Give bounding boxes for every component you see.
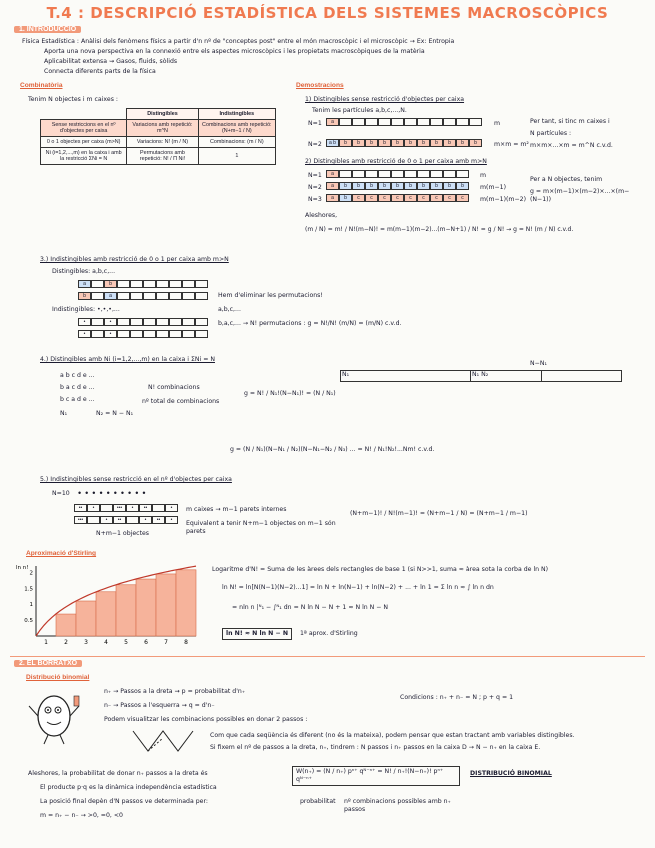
demo-1-sub: Tenim les partícules a,b,c,...,N. <box>312 107 407 114</box>
intro-lead: Física Estadística : Anàlisi dels fenòmens físics a partir d'n nº de "conceptes post" entre el món macroscòpic i el microscòpic → Ex: Entropia <box>22 38 455 45</box>
binomial-under: nº combinacions possibles amb n₊ passos <box>344 798 451 813</box>
cell-value: Combinacions amb repetició: (N+m−1 / N) <box>198 120 275 137</box>
demo-2-right: g = m×(m−1)×(m−2)×...×(m−(N−1)) <box>530 188 630 203</box>
cell-value: Variacions: N! (m / N) <box>127 137 198 148</box>
section-divider <box>10 656 645 657</box>
s3-note: Hem d'eliminar les permutacions! <box>218 292 323 299</box>
x-tick-label: 8 <box>184 639 188 646</box>
y-axis-label: ln n! <box>16 565 29 571</box>
binomial-heading: Distribució binomial <box>26 674 90 681</box>
chart-bar <box>116 585 136 636</box>
stirling-text: ln N! = ln[N(N−1)(N−2)...1] = ln N + ln(N−1) + ln(N−2) + ... + ln 1 = Σ ln n ≈ ∫ ln n dn <box>222 584 494 591</box>
stirling-chart <box>14 560 204 646</box>
s5-eq: (N+m−1)! / N!(m−1)! = (N+m−1 / N) = (N+m−1 / m−1) <box>350 510 528 517</box>
step-tree-diagram <box>128 726 198 756</box>
intro-bullet: Connecta diferents parts de la física <box>44 68 156 75</box>
s4-line: b a c d e ... <box>60 384 95 391</box>
y-tick-label: 0.5 <box>24 618 33 625</box>
intro-bullet: Aplicabilitat extensa ⇝ Gasos, fluids, sòlids <box>44 58 178 65</box>
row-label: 0 o 1 objectes per caixa (m>N) <box>41 137 127 148</box>
binomial-conditions: Condicions : n₊ + n₋ = N ; p + q = 1 <box>400 694 514 701</box>
x-tick-label: 1 <box>44 639 48 646</box>
s3-heading: 3.) Indistingibles amb restricció de 0 o 1 per caixa amb m>N <box>40 256 229 263</box>
stirling-text: Logaritme d'N! = Suma de les àrees dels rectangles de base 1 (si N>>1, suma ≈ àrea sota la corba de ln N) <box>212 566 549 573</box>
demo-1-m: m <box>494 120 501 127</box>
demo-1-row-label: N=1 <box>308 120 322 127</box>
binomial-line: Com que cada seqüència és diferent (no és la mateixa), podem pensar que estan tractant amb variables distingibles. <box>210 732 575 739</box>
chart-bar <box>76 601 96 636</box>
stirling-text: = nln n |ᴺ₁ − ∫ᴺ₁ dn = N ln N − N + 1 ≈ N ln N − N <box>232 604 389 611</box>
cell-value: 1 <box>198 148 275 165</box>
section-heading-borratxo: 2. EL BORRATXO <box>14 660 82 667</box>
binomial-line: n₋ → Passos a l'esquerra ⇝ q = d'n₋ <box>104 702 215 709</box>
section-heading-introduccio: 1. INTRODUCCIÓ <box>14 26 81 33</box>
s3-indist-label: Indistingibles: •,•,•,... <box>52 306 120 313</box>
s4-line: b c a d e ... <box>60 396 95 403</box>
s4-box-label: N₁ <box>342 371 350 378</box>
col-distingibles: Distingibles <box>127 109 198 120</box>
binomial-line: Podem visualitzar les combinacions possibles en donar 2 passos : <box>104 716 308 723</box>
demo-1-boxes: a b b b b b b b b b b b b <box>326 139 482 147</box>
demo-2-right: Per a N objectes, tenim <box>530 176 603 183</box>
col-indistingibles: Indistingibles <box>198 109 275 120</box>
binomial-under: probabilitat <box>300 798 336 805</box>
s5-note: m caixes → m−1 parets internes <box>186 506 287 513</box>
x-tick-label: 3 <box>84 639 88 646</box>
table-row <box>41 148 276 165</box>
chart-bar <box>96 592 116 636</box>
s4-note: nº total de combinacions <box>142 398 220 405</box>
s5-heading: 5.) Indistingibles sense restricció en el nº d'objectes per caixa <box>40 476 232 483</box>
s4-note: N! combinacions <box>148 384 200 391</box>
s4-foot: N₂ = N − N₁ <box>96 410 134 417</box>
binomial-distribution-name: DISTRIBUCIÓ BINOMIAL <box>470 770 552 777</box>
binomial-alehores: Aleshores, la probabilitat de donar n₊ passos a la dreta és <box>28 770 208 777</box>
s5-boxes: ••• • •• • •• • <box>74 516 178 524</box>
s4-eq-a: g = N! / N₁!(N−N₁)! = (N / N₁) <box>244 390 336 397</box>
x-tick-label: 4 <box>104 639 108 646</box>
combinatoria-heading: Combinatòria <box>20 82 63 89</box>
s4-box-label: N₁ N₂ <box>472 371 489 378</box>
demo-1-right: N partícules : <box>530 130 572 137</box>
cell-value: Variacions amb repetició: m^N <box>127 120 198 137</box>
intro-bullet: Aporta una nova perspectiva en la connexió entre els aspectes microscòpics i les propietats macroscòpiques de la matèria <box>44 48 425 55</box>
drunk-figure-icon <box>26 686 82 746</box>
binomial-bullet: m = n₊ − n₋ → >0, =0, <0 <box>40 812 123 819</box>
combinatoria-table <box>40 108 276 165</box>
x-tick-label: 5 <box>124 639 128 646</box>
s4-box-strip <box>470 370 622 382</box>
demo-equation: (m / N) = m! / N!(m−N)! = m(m−1)(m−2)...(m−N+1) / N! = g / N! → g = N! (m / N) c.v.d. <box>305 226 574 233</box>
s5-dots: •••••••••• <box>78 488 150 498</box>
demo-1-right: Per tant, si tinc m caixes i <box>530 118 610 125</box>
table-row <box>41 120 276 137</box>
demo-2-m: m(m−1)(m−2) <box>480 196 526 203</box>
x-tick-label: 7 <box>164 639 168 646</box>
demo-2-boxes: a b c c c c c c c c c <box>326 194 469 202</box>
row-label: Ni (i=1,2,...,m) en la caixa i amb la restricció ΣNi = N <box>41 148 127 165</box>
s5-boxes: •• • ••• • •• • <box>74 504 178 512</box>
s5-note: Equivalent a tenir N+m−1 objectes on m−1 són parets <box>186 520 336 535</box>
stirling-heading: Aproximació d'Stirling <box>26 550 97 557</box>
demostracions-heading: Demostracions <box>296 82 344 89</box>
chart-bar <box>56 614 76 636</box>
binomial-bullet: El producte p·q es la dinàmica independència estadística <box>40 784 217 791</box>
s3-dist-label: Distingibles: a,b,c,... <box>52 268 116 275</box>
cell-value: Permutacions amb repetició: N! / Π Ni! <box>127 148 198 165</box>
demo-2-row-label: N=1 <box>308 172 322 179</box>
x-tick-label: 2 <box>64 639 68 646</box>
binomial-bullet: La posició final depèn d'N passos ve determinada per: <box>40 798 208 805</box>
s4-line: a b c d e ... <box>60 372 95 379</box>
s4-foot: N₁ <box>60 410 68 417</box>
s4-eq-b: g = (N / N₁)(N−N₁ / N₂)(N−N₁−N₂ / N₃) ... = N! / N₁!N₂!...Nm! c.v.d. <box>230 446 435 453</box>
table-row <box>41 137 276 148</box>
stirling-note: 1ª aprox. d'Stirling <box>300 630 358 637</box>
row-label: Sense restriccions en el nº d'objectes per caixa <box>41 120 127 137</box>
cell-value: Combinacions: (m / N) <box>198 137 275 148</box>
chart-bar <box>156 574 176 636</box>
s3-note: a,b,c,... <box>218 306 241 313</box>
demo-1-row-label: N=2 <box>308 141 322 148</box>
demo-2-m: m(m−1) <box>480 184 507 191</box>
s4-heading: 4.) Distingibles amb Ni (i=1,2,...,m) en la caixa i ΣNi = N <box>40 356 215 363</box>
s3-note: b,a,c,... → N! permutacions : g = N!/N! (m/N) = (m/N) c.v.d. <box>218 320 402 327</box>
s3-boxes: • • <box>78 330 208 338</box>
demo-alehores: Aleshores, <box>305 212 338 219</box>
stirling-result: ln N! ≈ N ln N − N <box>222 628 292 640</box>
demo-1-right: m×m×...×m = m^N c.v.d. <box>530 142 613 149</box>
binomial-line: Si fixem el nº de passos a la dreta, n₊, tindrem : N passos i n₊ passos en la caixa D → N − n₊ en la caixa E. <box>210 744 541 751</box>
demo-2-m: m <box>480 172 487 179</box>
binomial-formula: W(n₊) = (N / n₊) pⁿ⁺ qᴺ⁻ⁿ⁺ = N! / n₊!(N−n₊)! pⁿ⁺ qᴺ⁻ⁿ⁺ <box>292 766 460 786</box>
demo-2-row-label: N=2 <box>308 184 322 191</box>
page-title: T.4 : DESCRIPCIÓ ESTADÍSTICA DELS SISTEMES MACROSCÒPICS <box>46 4 609 22</box>
s5-n: N=10 <box>52 490 70 497</box>
chart-bar <box>136 579 156 636</box>
demo-2-row-label: N=3 <box>308 196 322 203</box>
y-tick-label: 1 <box>29 602 33 609</box>
y-tick-label: 2 <box>29 570 33 577</box>
s3-boxes: • • <box>78 318 208 326</box>
demo-2-boxes: a b b b b b b b b b b <box>326 182 469 190</box>
binomial-line: n₊ → Passos a la dreta ⇝ p = probabilitat d'n₊ <box>104 688 246 695</box>
combinatoria-intro: Tenim N objectes i m caixes : <box>28 96 118 103</box>
x-tick-label: 6 <box>144 639 148 646</box>
chart-bar <box>176 570 196 636</box>
demo-2-title: 2) Distingibles amb restricció de 0 o 1 per caixa amb m>N <box>305 158 487 165</box>
demo-1-boxes: a <box>326 118 482 126</box>
demo-1-title: 1) Distingibles sense restricció d'objectes per caixa <box>305 96 465 103</box>
demo-2-boxes: a <box>326 170 469 178</box>
s3-boxes: a b <box>78 280 208 288</box>
y-tick-label: 1.5 <box>24 586 33 593</box>
s5-foot: N+m−1 objectes <box>96 530 150 537</box>
demo-1-m: m×m = m² <box>494 141 529 148</box>
s3-boxes: b a <box>78 292 208 300</box>
s4-box-label: N−N₁ <box>530 360 547 367</box>
